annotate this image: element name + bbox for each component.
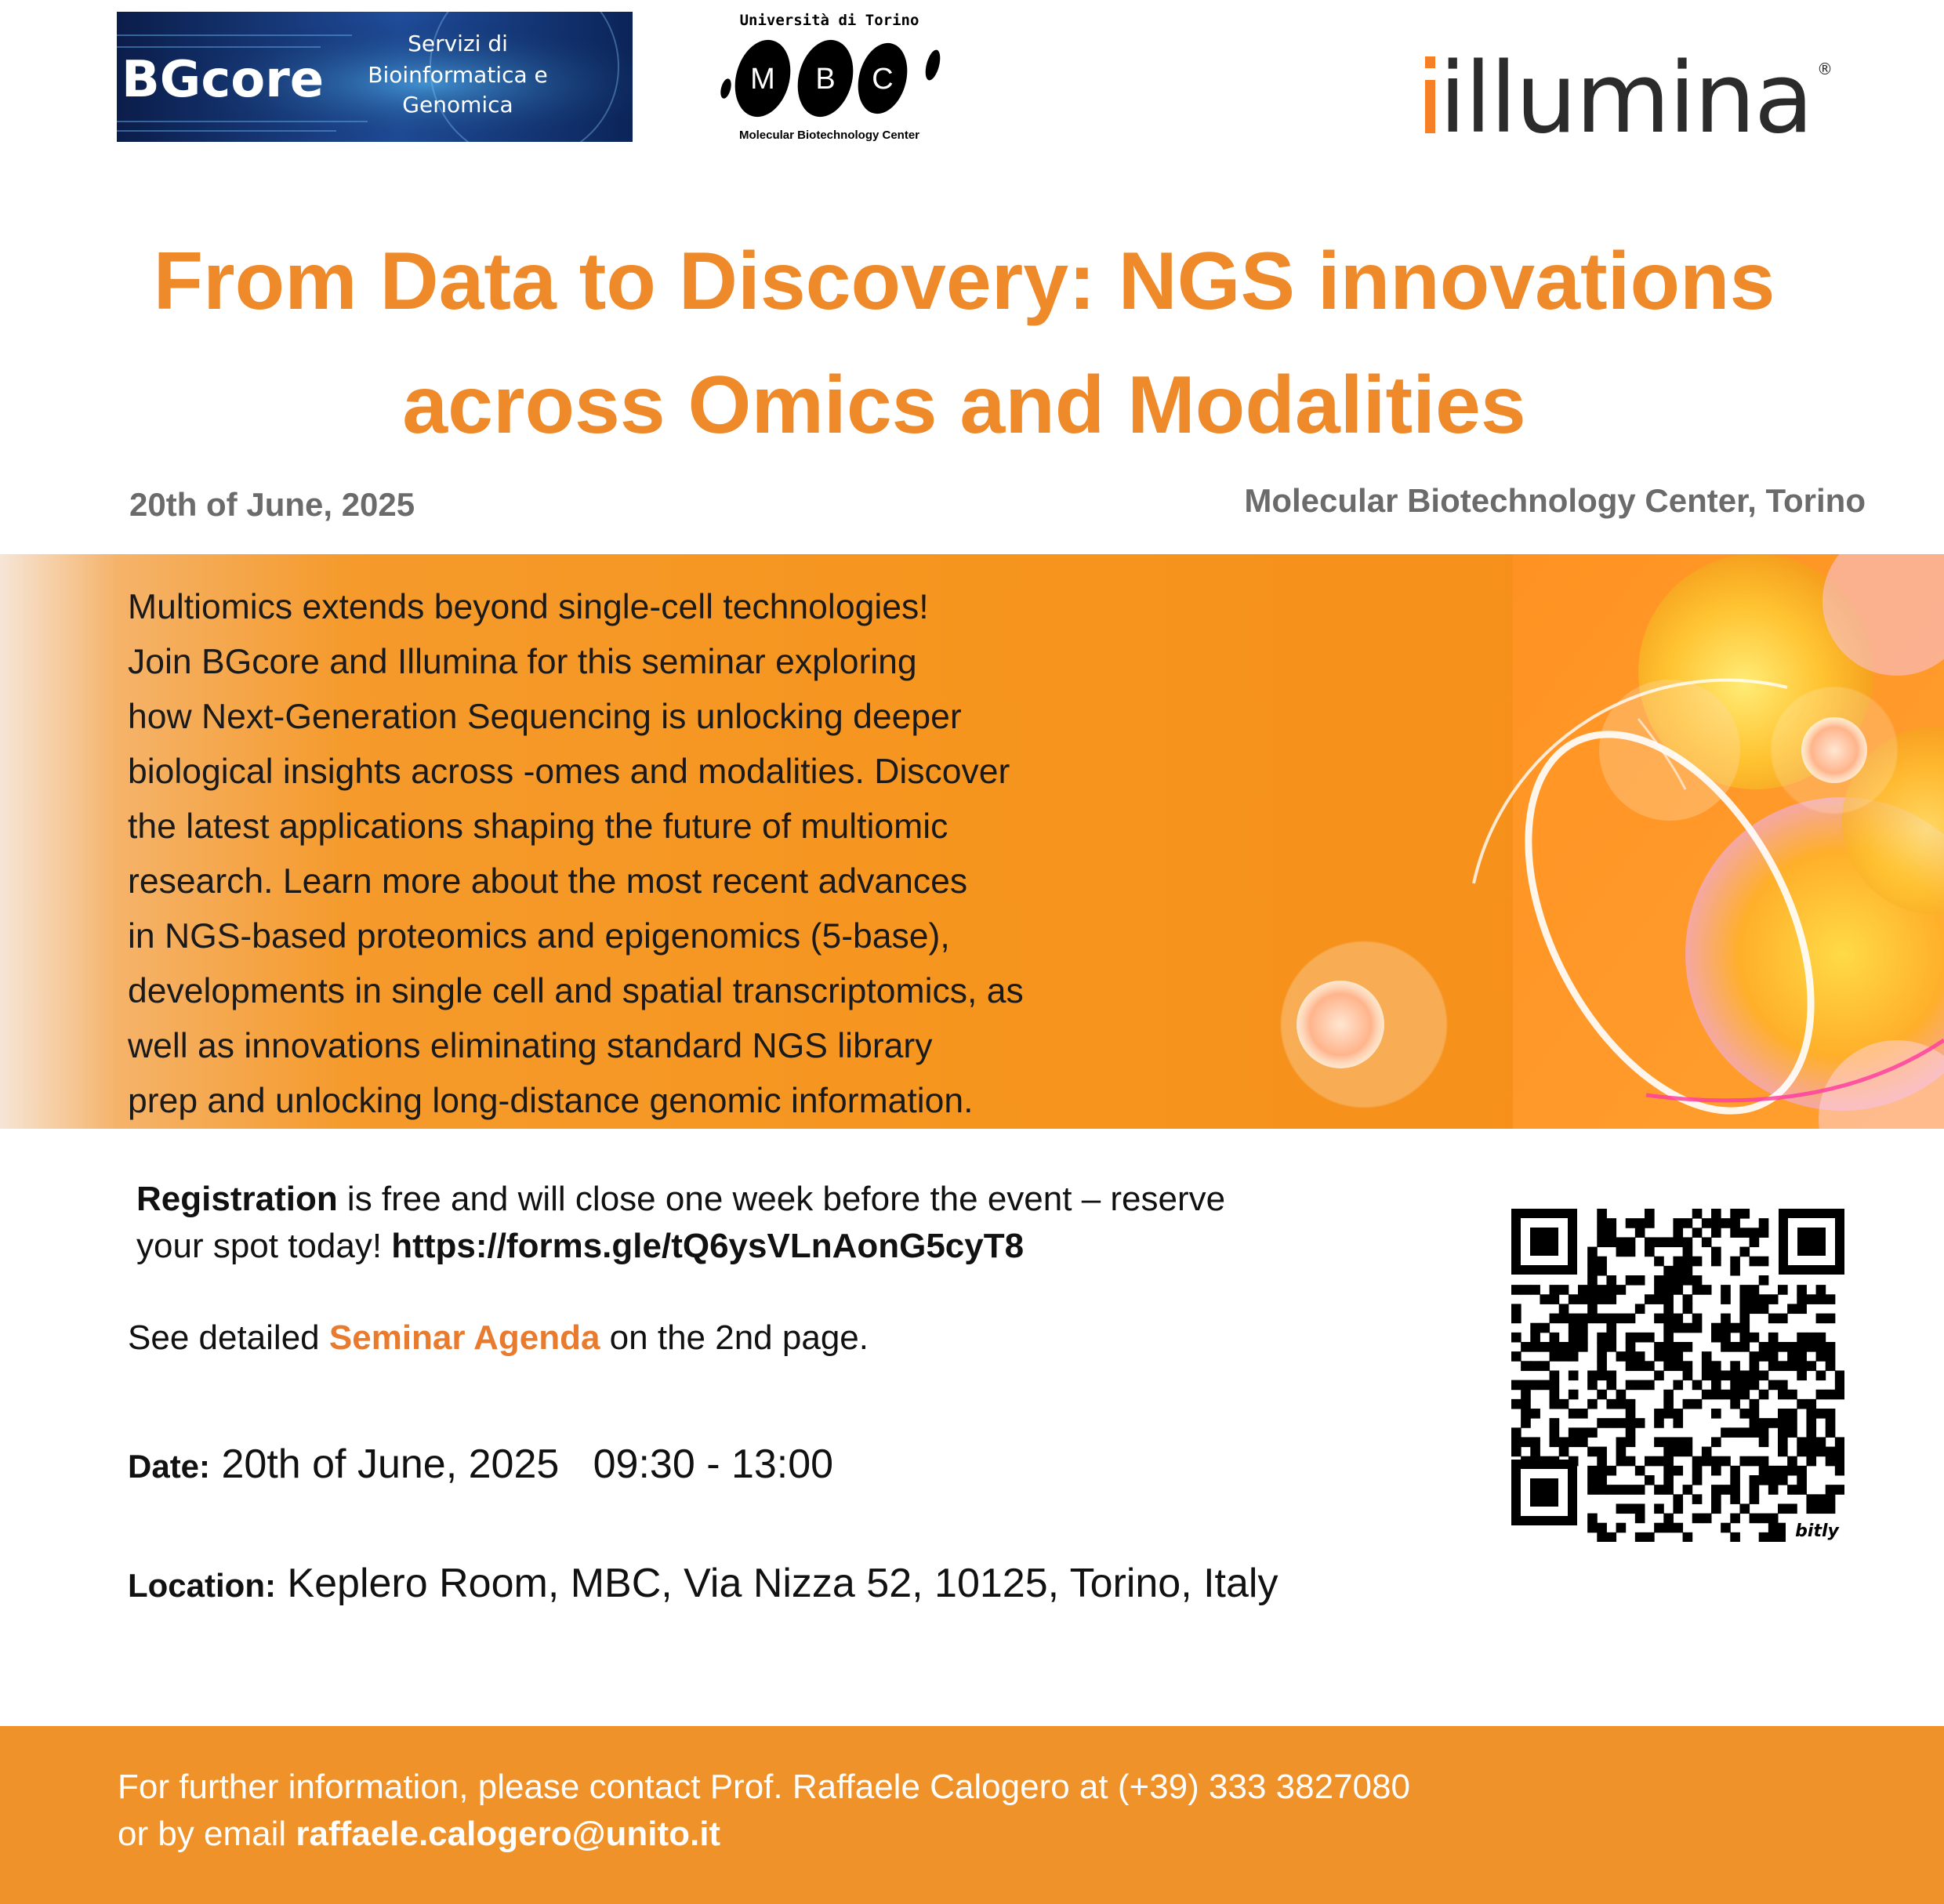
registration-block (136, 1176, 1391, 1270)
intro-line: developments in single cell and spatial transcriptomics, as (128, 972, 1024, 1010)
page-title (118, 219, 1811, 467)
agenda-note (128, 1318, 869, 1358)
intro-line: Multiomics extends beyond single-cell technologies! (128, 588, 929, 626)
agenda-prefix: See detailed (128, 1318, 329, 1357)
bgcore-tagline-1: Servizi di (408, 31, 508, 56)
seminar-agenda-link[interactable]: Seminar Agenda (328, 1318, 600, 1357)
event-location (128, 1560, 1278, 1607)
title-line-1: From Data to Discovery: NGS innovations (153, 236, 1775, 327)
mbc-letter-c: C (872, 63, 894, 96)
registration-qr-code[interactable] (1511, 1209, 1844, 1542)
location-value: Keplero Room, MBC, Via Nizza 52, 10125, Torino, Italy (275, 1561, 1278, 1606)
mbc-university: Università di Torino (739, 12, 919, 29)
registration-link[interactable]: https://forms.gle/tQ6ysVLnAonG5cyT8 (391, 1227, 1025, 1265)
illumina-logo (1419, 39, 1834, 141)
intro-line: well as innovations eliminating standard NGS library (128, 1027, 933, 1065)
intro-line: prep and unlocking long-distance genomic information. (128, 1082, 974, 1120)
bubbles-illustration (1199, 554, 1944, 1129)
bitly-label: bitly (1795, 1521, 1839, 1541)
event-date (128, 1441, 833, 1488)
bgcore-tagline-3: Genomica (402, 92, 513, 118)
bgcore-word: BGcore (121, 51, 325, 109)
footer-contact (118, 1764, 1410, 1858)
date-value: 20th of June, 2025 09:30 - 13:00 (210, 1442, 834, 1487)
registration-cta: your spot today! (136, 1227, 392, 1265)
registration-text: is free and will close one week before the event – reserve (337, 1180, 1226, 1218)
intro-line: research. Learn more about the most recent advances (128, 862, 968, 901)
bgcore-logo (117, 12, 633, 142)
mbc-center: Molecular Biotechnology Center (738, 129, 920, 142)
header-date: 20th of June, 2025 (129, 486, 415, 523)
intro-line: how Next-Generation Sequencing is unlocking deeper (128, 698, 962, 736)
mbc-letter-m: M (750, 63, 775, 96)
illumina-registered-mark: ® (1817, 60, 1833, 78)
intro-line: Join BGcore and Illumina for this seminar exploring (128, 643, 917, 681)
title-line-2: across Omics and Modalities (402, 360, 1526, 451)
intro-text (128, 580, 1147, 1129)
illumina-word: illumina (1439, 42, 1812, 141)
registration-label: Registration (136, 1180, 338, 1218)
footer-line-1: For further information, please contact Prof. Raffaele Calogero at (+39) 333 3827080 (118, 1768, 1410, 1806)
mbc-letter-b: B (815, 63, 836, 96)
intro-line: in NGS-based proteomics and epigenomics (5-base), (128, 917, 950, 956)
mbc-logo (712, 4, 947, 145)
intro-line: the latest applications shaping the future of multiomic (128, 807, 948, 846)
date-label: Date: (128, 1448, 211, 1485)
bgcore-tagline-2: Bioinformatica e (368, 62, 548, 88)
footer-email-prefix: or by email (118, 1815, 296, 1853)
agenda-suffix: on the 2nd page. (600, 1318, 869, 1357)
location-label: Location: (128, 1567, 276, 1604)
header-venue: Molecular Biotechnology Center, Torino (1244, 482, 1866, 519)
intro-line: biological insights across -omes and modalities. Discover (128, 753, 1010, 791)
footer-email[interactable]: raffaele.calogero@unito.it (296, 1815, 721, 1853)
